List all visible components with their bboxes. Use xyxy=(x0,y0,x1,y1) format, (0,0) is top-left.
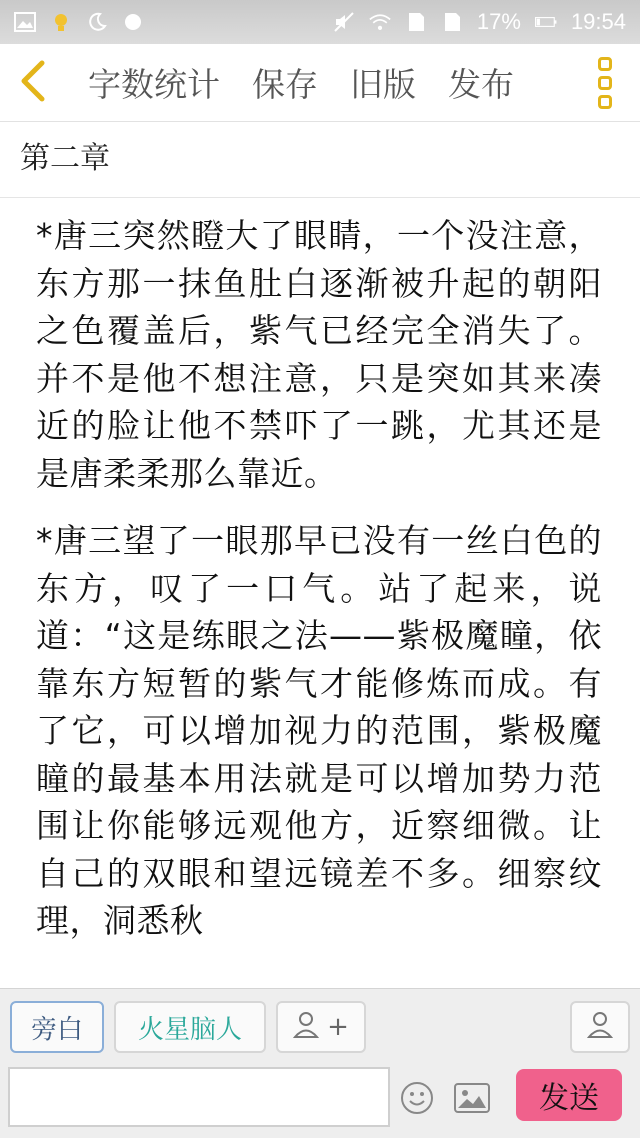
battery-icon xyxy=(535,11,557,33)
notification-icon xyxy=(122,11,144,33)
image-icon[interactable] xyxy=(454,1083,490,1113)
character-list-button[interactable] xyxy=(570,1001,630,1053)
paragraph: *唐三望了一眼那早已没有一丝白色的东方，叹了一口气。站了起来，说道：“这是练眼之法——紫极魔瞳，依靠东方短暂的紫气才能修炼而成。有了它，可以增加视力的范围，紫极魔瞳的最基本用法就是可以增加势力范围让你能够远观他方，近察细微。让自己的双眼和望远镜差不多。细察纹理，洞悉秋 xyxy=(36,521,602,940)
user-icon xyxy=(587,1010,613,1045)
save-button[interactable]: 保存 xyxy=(252,65,318,104)
add-plus: + xyxy=(327,1012,349,1042)
moon-icon xyxy=(86,11,108,33)
status-bar xyxy=(0,0,640,44)
paragraph: *唐三突然瞪大了眼睛，一个没注意，东方那一抹鱼肚白逐渐被升起的朝阳之色覆盖后，紫气已经完全消失了。并不是他不想注意，只是突如其来凑近的脸让他不禁吓了一跳，尤其还是是唐柔柔那么靠近。 xyxy=(36,216,602,493)
bulb-icon xyxy=(50,11,72,33)
narration-chip[interactable]: 旁白 xyxy=(10,1001,104,1053)
sim-icon xyxy=(441,11,463,33)
word-count-button[interactable]: 字数统计 xyxy=(88,65,220,104)
character-chip[interactable]: 火星脑人 xyxy=(114,1001,266,1053)
user-icon xyxy=(293,1010,319,1045)
article-body[interactable] xyxy=(36,212,602,986)
more-icon[interactable] xyxy=(594,57,616,109)
mute-icon xyxy=(333,11,355,33)
editor-toolbar xyxy=(0,44,640,122)
battery-percent: 17% xyxy=(476,9,521,34)
back-icon xyxy=(18,59,48,107)
clock: 19:54 xyxy=(570,9,626,34)
send-button[interactable]: 发送 xyxy=(516,1069,622,1121)
wifi-icon xyxy=(369,11,391,33)
back-button[interactable] xyxy=(0,44,66,122)
add-character-button[interactable] xyxy=(276,1001,366,1053)
gallery-icon xyxy=(14,11,36,33)
old-version-button[interactable]: 旧版 xyxy=(350,65,416,104)
message-input[interactable] xyxy=(8,1067,390,1127)
compose-bar xyxy=(0,988,640,1138)
publish-button[interactable]: 发布 xyxy=(448,65,514,104)
sim-icon xyxy=(405,11,427,33)
emoji-icon[interactable] xyxy=(400,1081,434,1115)
chapter-title[interactable]: 第二章 xyxy=(0,122,640,198)
